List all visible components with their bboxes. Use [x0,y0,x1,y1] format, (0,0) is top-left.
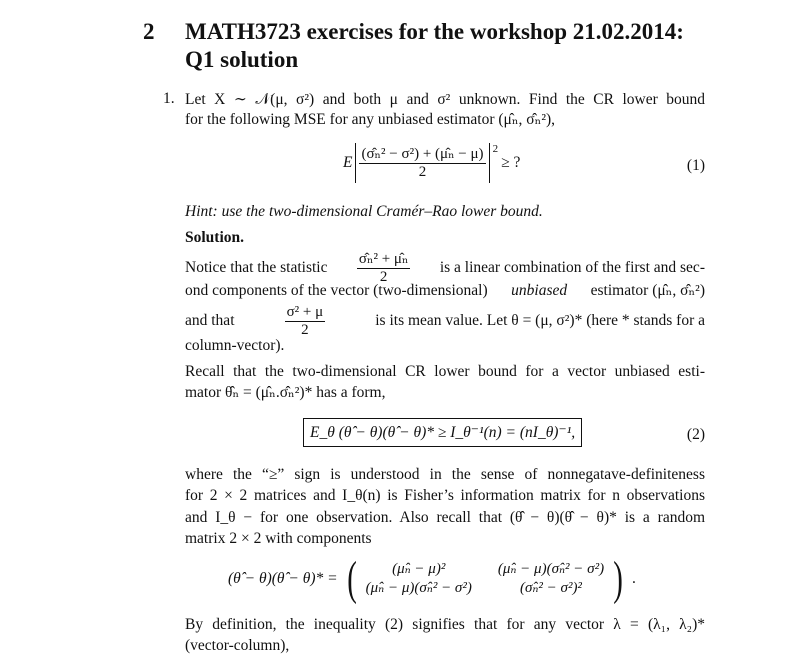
abs-bar [355,143,356,183]
text: is its mean value. Let θ = (μ, σ²)* (here * stands for a [375,312,705,329]
eq1-den: 2 [418,163,427,180]
eq2-body: E_θ (θ̂ − θ)(θ̂ − θ)* ≥ I_θ⁻¹(n) = (nI_θ)⁻¹, [310,424,576,441]
frac-den: 2 [379,268,388,285]
question-line: for the following MSE for any unbiased estimator (μ̂ₙ, σ̂ₙ²), [185,111,556,128]
frac-num: σ² + μ [286,303,324,320]
solution-line [185,281,705,301]
text-line: By definition, the inequality (2) signifies that for any vector λ = (λ₁, λ₂)* [185,616,705,633]
recall-line: mator θ̂ₙ = (μ̂ₙ.σ̂ₙ²)* has a form, [185,384,386,401]
left-paren: ( [346,552,357,605]
solution-line [185,303,705,339]
text-line: for 2 × 2 matrices and I_θ(n) is Fisher’s information matrix for n observations [185,487,705,504]
matrix-cell: (μ̂ₙ − μ)² [392,561,446,577]
eq1-sup: 2 [492,143,499,155]
eq1-rhs: ≥ ? [501,154,521,171]
hint: Hint: use the two-dimensional Cramér–Rao lower bound. [185,203,543,220]
text: ond components of the vector (two-dimensional) [185,282,488,299]
matrix-cell: (μ̂ₙ − μ)(σ̂ₙ² − σ²) [497,561,605,577]
text-line: where the “≥” sign is understood in the sense of nonnegatave-definiteness [185,466,705,483]
recall-line: Recall that the two-dimensional CR lower bound for a vector unbiased esti- [185,363,705,380]
eq3-end: . [632,570,636,587]
eq1-num: (σ̂ₙ² − σ²) + (μ̂ₙ − μ) [361,145,484,162]
solution-line: column-vector). [185,337,285,354]
section-title-line1: MATH3723 exercises for the workshop 21.02.2014: [185,19,684,44]
right-paren: ) [613,552,623,605]
section-number: 2 [143,19,155,44]
section-title-line2: Q1 solution [185,47,299,72]
fraction [285,304,326,339]
text: is a linear combination of the first and sec- [439,259,705,276]
abs-bar [489,143,490,183]
matrix-cell: (σ̂ₙ² − σ²)² [519,580,582,596]
matrix-cell: (μ̂ₙ − μ)(σ̂ₙ² − σ²) [365,580,472,596]
text-line: matrix 2 × 2 with components [185,530,372,547]
eq1-lhs: E [343,154,353,171]
eq1-fraction [359,146,485,181]
frac-num: σ̂ₙ² + μ̂ₙ [358,250,409,267]
eq3-lhs: (θ̂ − θ)(θ̂ − θ)* = [228,570,338,587]
frac-den: 2 [301,321,309,338]
text-line: (vector-column), [185,637,290,654]
matrix [366,560,604,598]
question-line: Let X ∼ 𝒩(μ, σ²) and both μ and σ² unknown. Find the CR lower bound [185,91,705,108]
text-line: and I_θ − for one observation. Also recall that (θ̂ − θ)(θ̂ − θ)* is a random [185,509,705,526]
equation-1-label: (1) [686,157,705,174]
item-label: 1. [163,90,175,107]
emphasis: unbiased [511,282,568,299]
text: estimator (μ̂ₙ, σ̂ₙ²) [590,282,705,299]
text: and that [185,312,235,329]
equation-3 [228,552,636,605]
text: Notice that the statistic [185,259,328,276]
equation-2-box [303,418,582,447]
equation-2-label: (2) [686,426,705,443]
equation-1 [343,143,520,183]
solution-heading: Solution. [185,229,245,246]
